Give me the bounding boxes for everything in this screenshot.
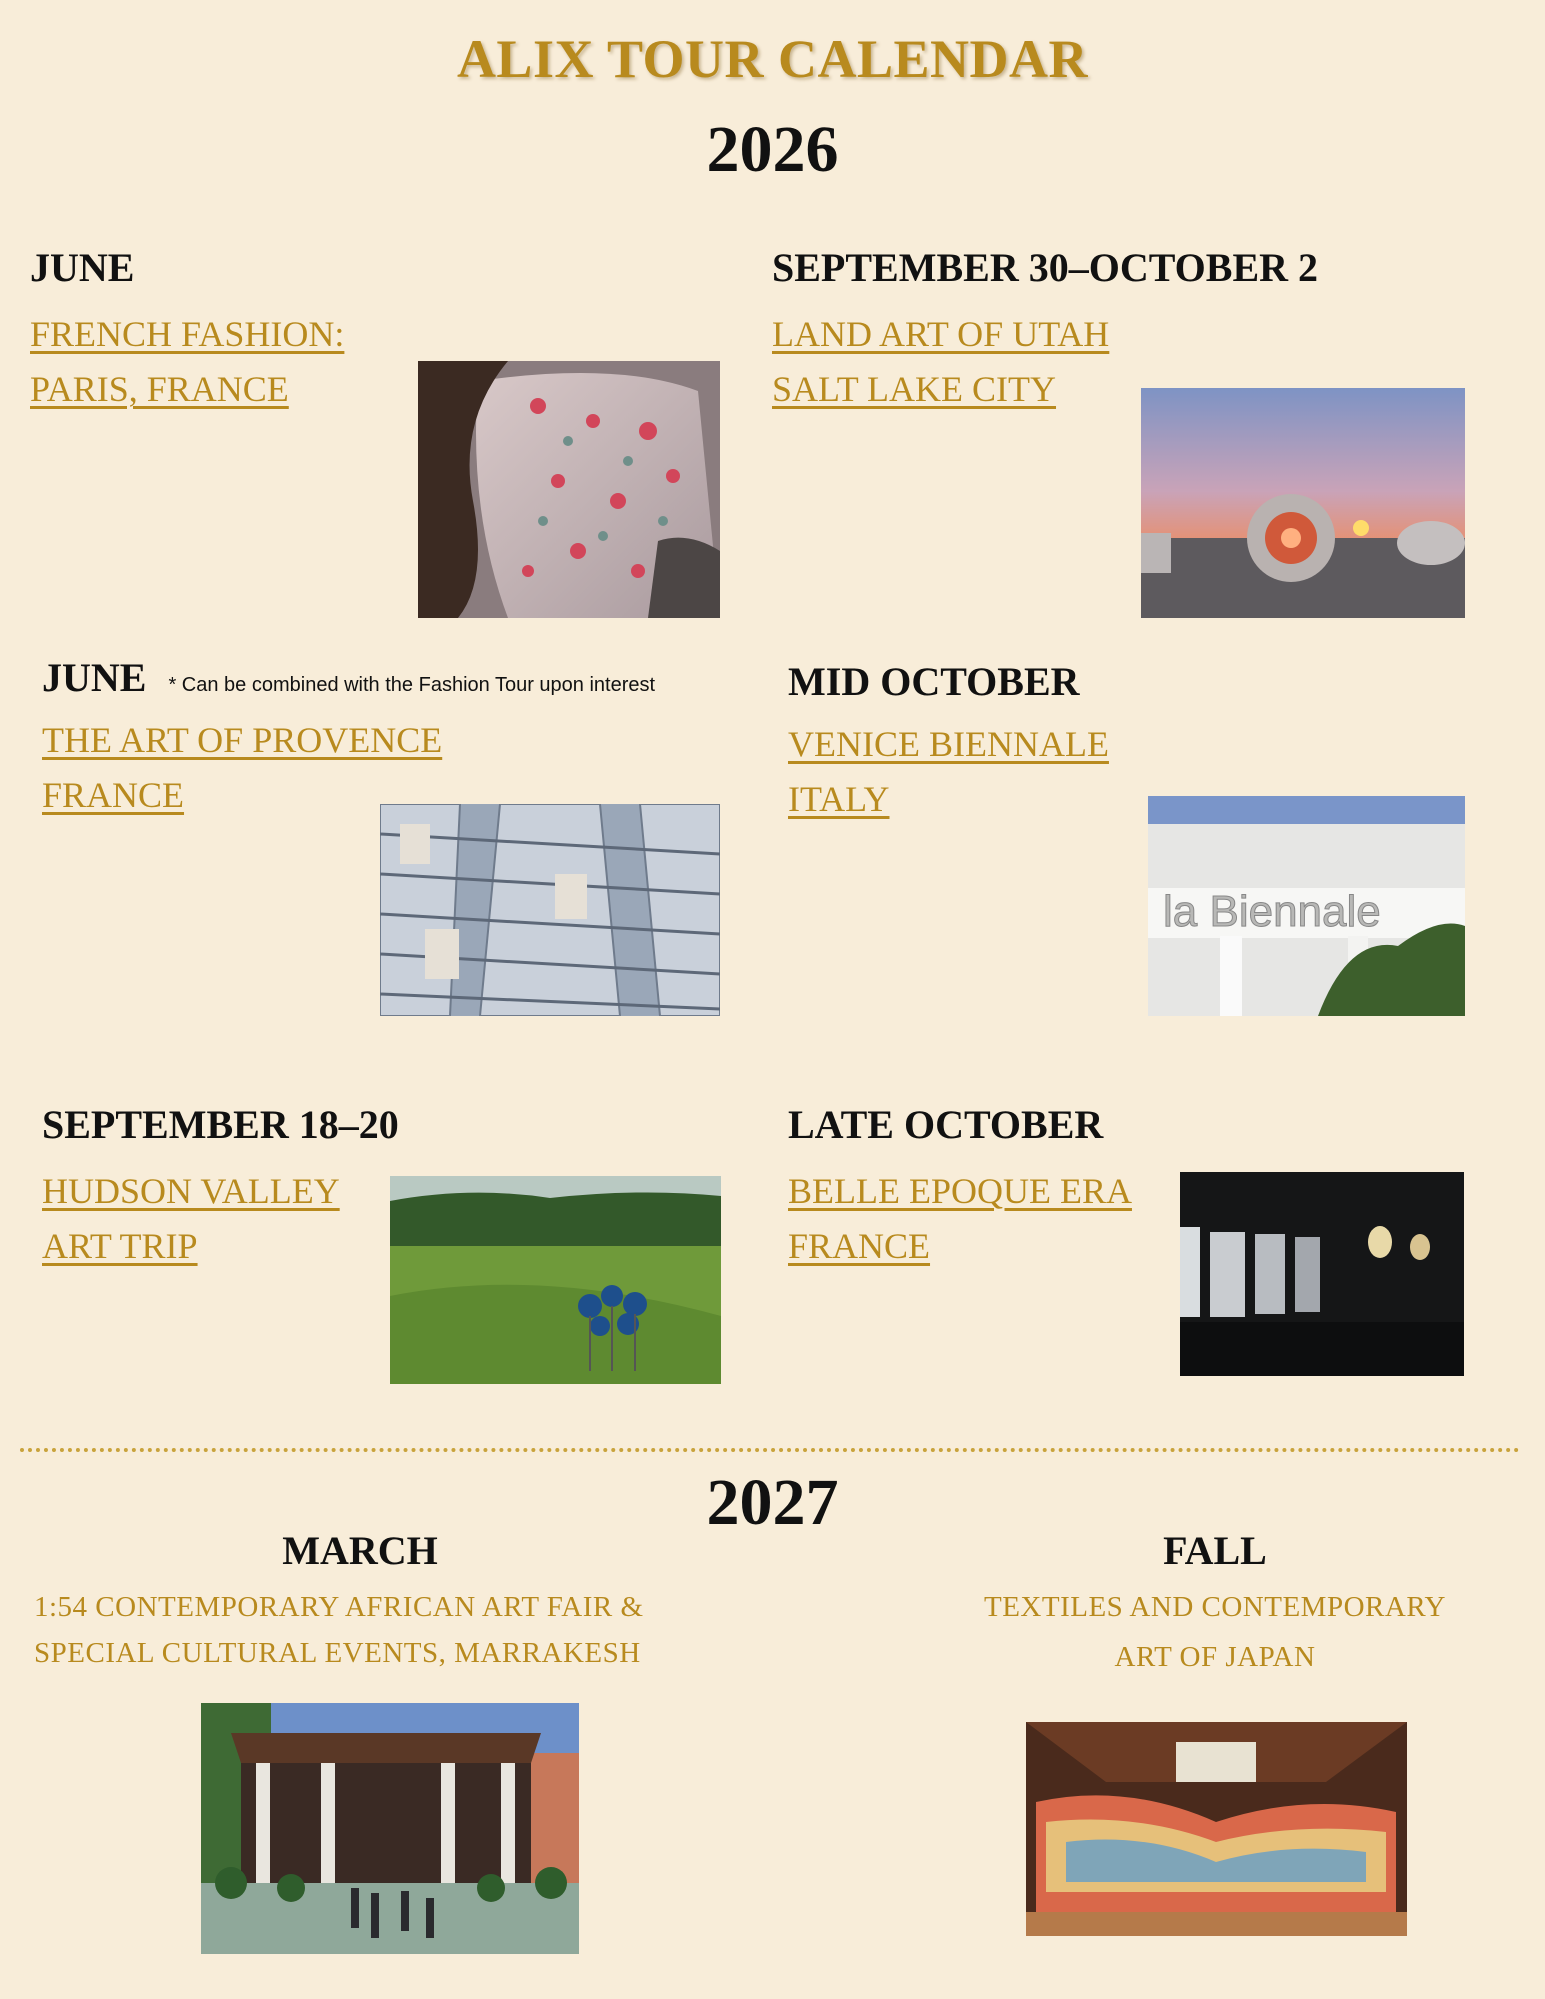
tour-link-belle-epoque-era[interactable]: BELLE EPOQUE ERA (788, 1171, 1132, 1211)
moroccan-pavilion-photo (201, 1703, 579, 1954)
tour-link-art-of-japan[interactable]: ART OF JAPAN (1114, 1641, 1316, 1673)
tour-date: MID OCTOBER (788, 659, 1080, 704)
tour-link-venice-biennale[interactable]: VENICE BIENNALE (788, 724, 1109, 764)
tour-link-land-art-utah[interactable]: LAND ART OF UTAH (772, 314, 1110, 354)
tour-date: MARCH (282, 1528, 438, 1573)
page-title: ALIX TOUR CALENDAR (456, 29, 1089, 89)
biennale-sign-text: la Biennale (1163, 887, 1381, 936)
sun-tunnels-photo (1141, 388, 1465, 618)
tour-date: JUNE (42, 655, 147, 700)
tower-facade-photo (380, 804, 720, 1016)
tour-link-art-trip[interactable]: ART TRIP (42, 1226, 198, 1266)
tour-link-african-art-fair[interactable]: 1:54 CONTEMPORARY AFRICAN ART FAIR & (34, 1591, 644, 1623)
tour-date: FALL (1163, 1528, 1267, 1573)
biennale-pavilion-photo (1148, 796, 1465, 1016)
tour-link-marrakesh[interactable]: SPECIAL CULTURAL EVENTS, MARRAKESH (34, 1637, 641, 1669)
tour-link-france[interactable]: FRANCE (42, 775, 185, 815)
tour-link-salt-lake-city[interactable]: SALT LAKE CITY (772, 369, 1057, 409)
tour-japan (900, 1527, 1530, 1680)
tour-link-hudson-valley[interactable]: HUDSON VALLEY (42, 1171, 340, 1211)
tour-french-fashion (30, 244, 344, 417)
year-2026-heading: 2026 (706, 113, 839, 186)
glass-vases-photo (1180, 1172, 1464, 1376)
tour-venice-biennale (788, 658, 1109, 827)
tour-date: SEPTEMBER 18–20 (42, 1102, 399, 1147)
tour-link-art-of-provence[interactable]: THE ART OF PROVENCE (42, 720, 443, 760)
tour-link-textiles[interactable]: TEXTILES AND CONTEMPORARY (983, 1591, 1446, 1623)
tour-date: LATE OCTOBER (788, 1102, 1104, 1147)
section-divider (20, 1448, 1520, 1452)
tour-link-italy[interactable]: ITALY (788, 779, 890, 819)
tour-art-of-provence (42, 654, 655, 823)
tour-date: JUNE (30, 245, 135, 290)
tour-link-paris-france[interactable]: PARIS, FRANCE (30, 369, 289, 409)
tour-hudson-valley (42, 1101, 399, 1274)
tour-link-france[interactable]: FRANCE (788, 1226, 931, 1266)
textile-hall-photo (1026, 1722, 1407, 1936)
tour-belle-epoque (788, 1101, 1132, 1274)
embroidered-jacket-photo (418, 361, 720, 618)
sculpture-field-photo (390, 1176, 721, 1384)
tour-date: SEPTEMBER 30–OCTOBER 2 (772, 245, 1319, 290)
tour-link-french-fashion[interactable]: FRENCH FASHION: (30, 314, 345, 354)
tour-note: * Can be combined with the Fashion Tour upon interest (168, 674, 656, 696)
tour-marrakesh (30, 1527, 750, 1574)
year-2027-heading: 2027 (706, 1466, 839, 1539)
tour-marrakesh-lines (34, 1584, 644, 1676)
